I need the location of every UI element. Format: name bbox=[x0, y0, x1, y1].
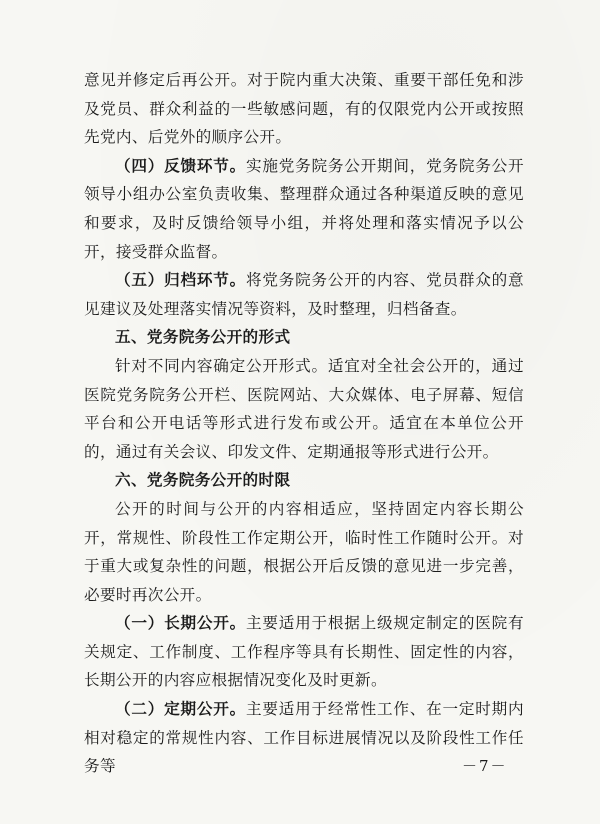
paragraph-text: 实施党务院务公开期间，党务院务公开领导小组办公室负责收集、整理群众通过各种渠道反映的意见和要求，及时反馈给领导小组，并将处理和落实情况予以公开，接受群众监督。 bbox=[84, 156, 524, 261]
paragraph-periodic bbox=[84, 695, 524, 781]
paragraph-lead: （四）反馈环节。 bbox=[115, 156, 247, 175]
paragraph-lead: （一）长期公开。 bbox=[115, 614, 247, 633]
document-body bbox=[84, 66, 524, 781]
section-heading-forms: 五、党务院务公开的形式 bbox=[115, 328, 291, 347]
paragraph-feedback bbox=[84, 152, 524, 266]
paragraph-lead: （二）定期公开。 bbox=[115, 700, 247, 719]
paragraph-text: 针对不同内容确定公开形式。适宜对全社会公开的，通过医院党务院务公开栏、医院网站、大众媒体、电子屏幕、短信平台和公开电话等形式进行发布或公开。适宜在本单位公开的，通过有关会议、印发文件、定期通报等形式进行公开。 bbox=[84, 356, 524, 461]
paragraph-long-term bbox=[84, 609, 524, 695]
paragraph-text: 主要适用于根据上级规定制定的医院有关规定、工作制度、工作程序等具有长期性、固定性的内容，长期公开的内容应根据情况变化及时更新。 bbox=[84, 614, 524, 690]
paragraph-text: 公开的时间与公开的内容相适应，坚持固定内容长期公开，常规性、阶段性工作定期公开，临时性工作随时公开。对于重大或复杂性的问题，根据公开后反馈的意见进一步完善，必要时再次公开。 bbox=[84, 499, 524, 604]
paragraph-text: 主要适用于经常性工作、在一定时期内相对稳定的常规性内容、工作目标进展情况以及阶段性工作任务等 bbox=[84, 700, 524, 776]
paragraph-text: 将党务院务公开的内容、党员群众的意见建议及处理落实情况等资料，及时整理，归档备查。 bbox=[84, 271, 524, 318]
page-number: －7－ bbox=[462, 757, 508, 775]
paragraph-text: 意见并修定后再公开。对于院内重大决策、重要干部任免和涉及党员、群众利益的一些敏感问题，有的仅限党内公开或按照先党内、后党外的顺序公开。 bbox=[84, 71, 524, 147]
section-heading-timelimits: 六、党务院务公开的时限 bbox=[115, 471, 291, 490]
paragraph-timelimits bbox=[84, 495, 524, 609]
paragraph-continued bbox=[84, 66, 524, 152]
paragraph-archiving bbox=[84, 266, 524, 323]
paragraph-forms bbox=[84, 352, 524, 466]
paragraph-lead: （五）归档环节。 bbox=[115, 271, 247, 290]
